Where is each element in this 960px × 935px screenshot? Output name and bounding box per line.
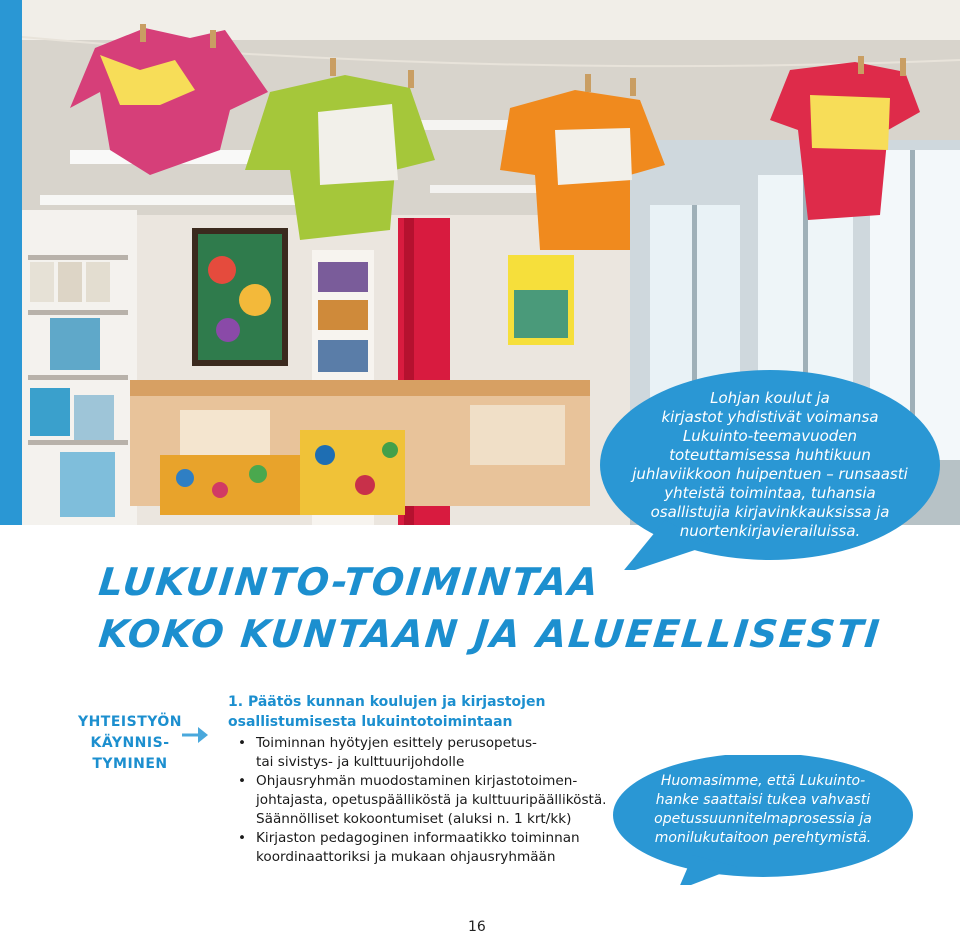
page-heading-line-1: LUKUINTO-TOIMINTAA xyxy=(96,560,603,604)
list-item-title: 1. Päätös kunnan koulujen ja kirjastojen osallistumisesta lukuintotoimintaan xyxy=(228,694,546,730)
list-item: • Kirjaston pedagoginen informaatikko toiminnan koordinaattoriksi ja mukaan ohjausryhmään xyxy=(238,830,580,865)
arrow-right-icon xyxy=(180,724,210,746)
bullet-list xyxy=(238,734,618,867)
callout-top-text: Lohjan koulut ja kirjastot yhdistivät voimansa Lukuinto-teemavuoden toteuttamisessa huhtikuun juhlaviikkoon huipentuen – runsaasti yhteistä toimintaa, tuhansia osallistujia kirjavinkkauksissa ja nuortenkirjavierailuissa. xyxy=(632,389,908,540)
page-heading-line-2: KOKO KUNTAAN JA ALUEELLISESTI xyxy=(96,612,884,656)
page-number: 16 xyxy=(468,919,486,935)
left-accent-bar xyxy=(0,0,22,525)
list-item: • Toiminnan hyötyjen esittely perusopetus- tai sivistys- ja kulttuurijohdolle xyxy=(238,735,537,770)
callout-bottom-text: Huomasimme, että Lukuinto- hanke saattaisi tukea vahvasti opetussuunnitelmaprosessia ja monilukutaitoon perehtymistä. xyxy=(654,773,872,846)
step-label: YHTEISTYÖN KÄYNNIS- TYMINEN xyxy=(77,714,183,772)
list-item: • Ohjausryhmän muodostaminen kirjastotoimen- johtajasta, opetuspäälliköstä ja kulttuuripäälliköstä. Säännölliset kokoontumiset (aluksi n. 1 krt/kk) xyxy=(238,773,607,827)
list-item-number: 1. xyxy=(228,694,244,710)
